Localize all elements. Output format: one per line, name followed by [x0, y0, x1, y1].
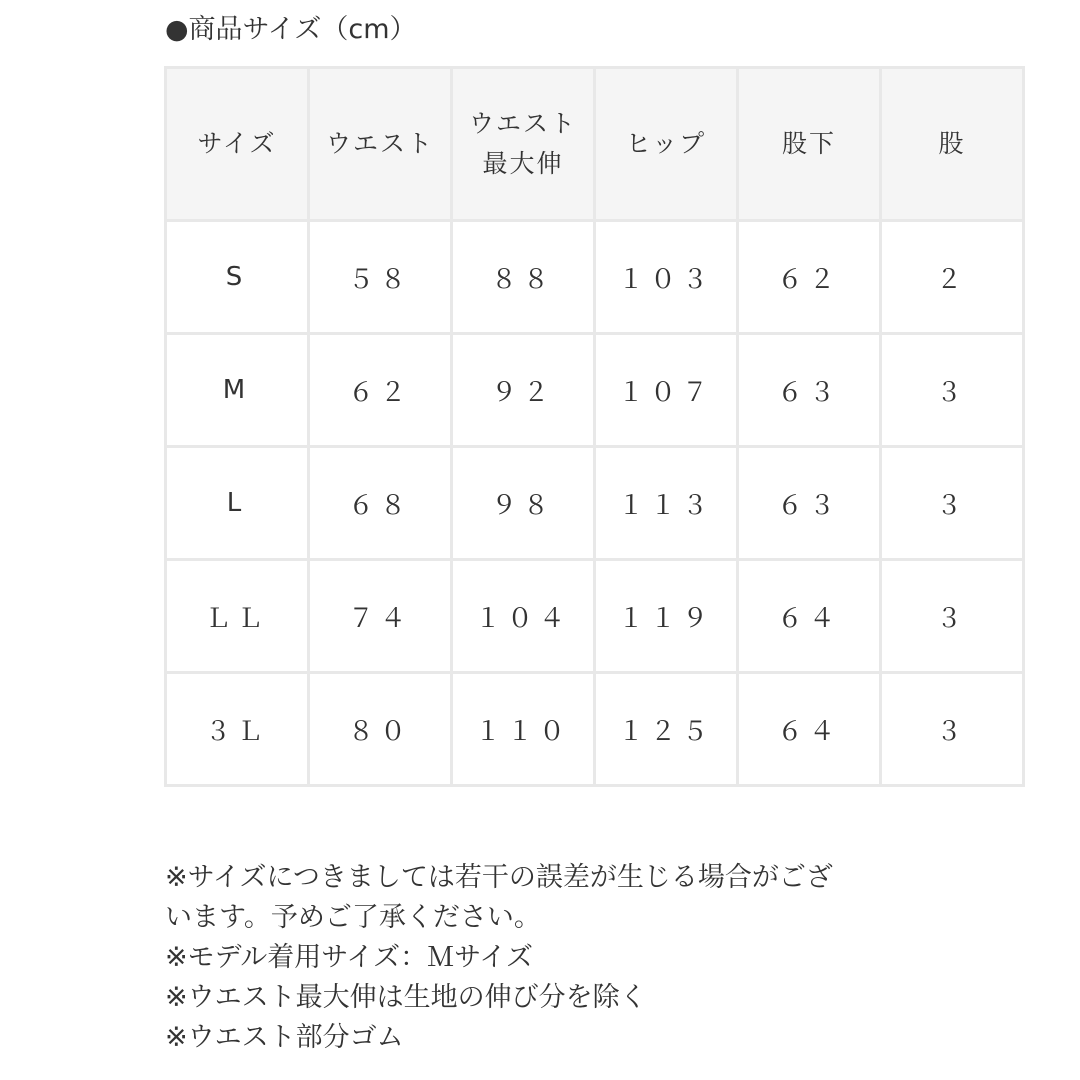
size-table [164, 66, 1025, 787]
cell-waist-max-stretch: ９８ [452, 447, 595, 560]
cell-inseam: ６２ [738, 221, 881, 334]
cell-waist-max-stretch: ９２ [452, 334, 595, 447]
cell-hip: １１９ [595, 560, 738, 673]
cell-size: ３Ｌ [166, 673, 309, 786]
cell-waist-max-stretch: ８８ [452, 221, 595, 334]
header-waist: ウエスト [309, 68, 452, 221]
cell-waist: ６２ [309, 334, 452, 447]
note-line: ※ウエスト部分ゴム [165, 1022, 404, 1053]
cell-waist: ６８ [309, 447, 452, 560]
cell-hip: １０３ [595, 221, 738, 334]
note-line: ※サイズにつきましては若干の誤差が生じる場合がござ [165, 862, 833, 893]
header-rise: 股 [881, 68, 1024, 221]
cell-hip: １１３ [595, 447, 738, 560]
cell-waist: ５８ [309, 221, 452, 334]
cell-waist-max-stretch: １０４ [452, 560, 595, 673]
section-title: ●商品サイズ（cm） [165, 14, 417, 45]
cell-hip: １２５ [595, 673, 738, 786]
note-line: ※モデル着用サイズ：Ｍサイズ [165, 942, 533, 973]
table-row [166, 673, 1024, 786]
table-row [166, 221, 1024, 334]
cell-inseam: ６４ [738, 673, 881, 786]
cell-waist-max-stretch: １１０ [452, 673, 595, 786]
cell-rise: ２ [881, 221, 1024, 334]
table-row [166, 334, 1024, 447]
table-row [166, 560, 1024, 673]
cell-rise: ３ [881, 334, 1024, 447]
note-line: います。予めご了承ください。 [165, 902, 541, 933]
cell-waist: ７４ [309, 560, 452, 673]
header-row [166, 68, 1024, 221]
cell-rise: ３ [881, 673, 1024, 786]
cell-waist: ８０ [309, 673, 452, 786]
header-hip: ヒップ [595, 68, 738, 221]
cell-size: M [166, 334, 309, 447]
cell-inseam: ６３ [738, 447, 881, 560]
cell-size: ＬＬ [166, 560, 309, 673]
table-row [166, 447, 1024, 560]
header-inseam: 股下 [738, 68, 881, 221]
cell-inseam: ６３ [738, 334, 881, 447]
cell-rise: ３ [881, 447, 1024, 560]
cell-inseam: ６４ [738, 560, 881, 673]
cell-hip: １０７ [595, 334, 738, 447]
notes-block [165, 858, 925, 1058]
note-line: ※ウエスト最大伸は生地の伸び分を除く [165, 982, 647, 1013]
header-waist-max-stretch: ウエスト 最大伸 [452, 68, 595, 221]
cell-rise: ３ [881, 560, 1024, 673]
cell-size: L [166, 447, 309, 560]
cell-size: S [166, 221, 309, 334]
header-size: サイズ [166, 68, 309, 221]
size-table-container[interactable] [164, 66, 968, 790]
